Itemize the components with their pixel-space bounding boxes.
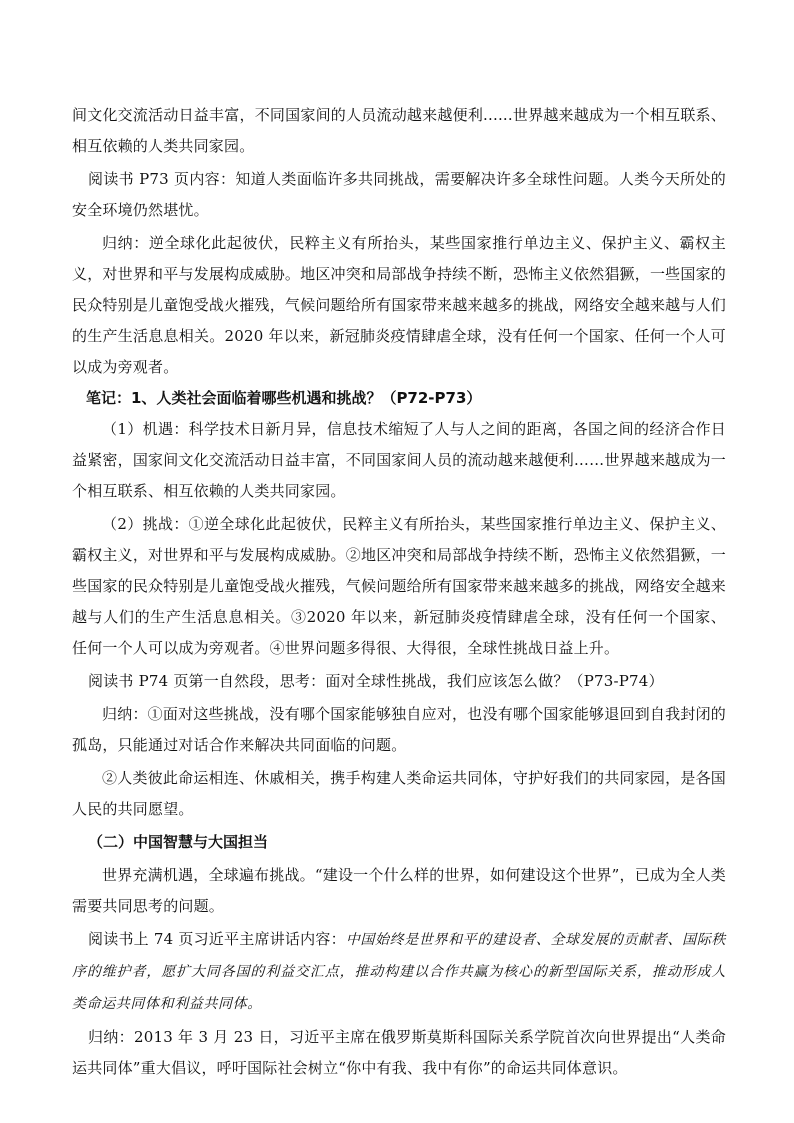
paragraph-reading-p74: 阅读书 P74 页第一自然段，思考：面对全球性挑战，我们应该怎么做？（P73-P74）	[88, 672, 664, 690]
paragraph-world-challenges: 世界充满机遇，全球遍布挑战。“建设一个什么样的世界，如何建设这个世界”，已成为全人类需要共同思考的问题。	[72, 866, 726, 915]
reading-label: 阅读书上 74 页习近平主席讲话内容：	[88, 930, 346, 948]
paragraph-reading-p73: 阅读书 P73 页内容：知道人类面临许多共同挑战，需要解决许多全球性问题。人类今天所处的安全环境仍然堪忧。	[72, 170, 726, 219]
paragraph-summary-2013: 归纳：2013 年 3 月 23 日，习近平主席在俄罗斯莫斯科国际关系学院首次向世界提出“人类命运共同体”重大倡议，呼吁国际社会树立“你中有我、我中有你”的命运共同体意识。	[72, 1028, 726, 1077]
note-heading: 笔记：1、人类社会面临着哪些机遇和挑战？（P72-P73）	[86, 389, 482, 407]
paragraph-summary-challenges: 归纳：逆全球化此起彼伏，民粹主义有所抬头，某些国家推行单边主义、保护主义、霸权主义，对世界和平与发展构成威胁。地区冲突和局部战争持续不断，恐怖主义依然猖獗，一些国家的民众特别是儿童饱受战火摧残，气候问题给所有国家带来越来越多的挑战，网络安全越来越与人们的生产生活息息相关。2020 年以来，新冠肺炎疫情肆虐全球，没有任何一个国家、任何一个人可以成为旁观者。	[72, 234, 726, 376]
paragraph-opportunities: （1）机遇：科学技术日新月异，信息技术缩短了人与人之间的距离，各国之间的经济合作日益紧密，国家间文化交流活动日益丰富，不同国家间人员的流动越来越便利……世界越来越成为一个相互联系、相互依赖的人类共同家园。	[72, 420, 726, 500]
paragraph-challenges: （2）挑战：①逆全球化此起彼伏，民粹主义有所抬头，某些国家推行单边主义、保护主义、霸权主义，对世界和平与发展构成威胁。②地区冲突和局部战争持续不断，恐怖主义依然猖獗，一些国家的民众特别是儿童饱受战火摧残，气候问题给所有国家带来越来越多的挑战，网络安全越来越与人们的生产生活息息相关。③2020 年以来，新冠肺炎疫情肆虐全球，没有任何一个国家、 任何一个人可以成为旁观者。④世界问题多得很、大得很，全球性挑战日益上升。	[72, 515, 726, 657]
paragraph-summary-response: 归纳：①面对这些挑战，没有哪个国家能够独自应对，也没有哪个国家能够退回到自我封闭的孤岛，只能通过对话合作来解决共同面临的问题。	[72, 705, 726, 754]
paragraph-intro-continued: 间文化交流活动日益丰富，不同国家间的人员流动越来越便利......世界越来越成为一个相互联系、相互依赖的人类共同家园。	[72, 106, 726, 155]
paragraph-xi-speech	[72, 924, 726, 1020]
paragraph-shared-future: ②人类彼此命运相连、休戚相关，携手构建人类命运共同体，守护好我们的共同家园，是各国人民的共同愿望。	[72, 769, 726, 818]
document-body	[72, 100, 726, 1084]
speech-quote: 中国始终是世界和平的建设者、全球发展的贡献者、国际秩序的维护者，愿扩大同各国的利益交汇点，推动构建以合作共赢为核心的新型国际关系，推动形成人类命运共同体和利益共同体。	[72, 932, 726, 1012]
section-heading-china-wisdom: （二）中国智慧与大国担当	[88, 833, 269, 851]
